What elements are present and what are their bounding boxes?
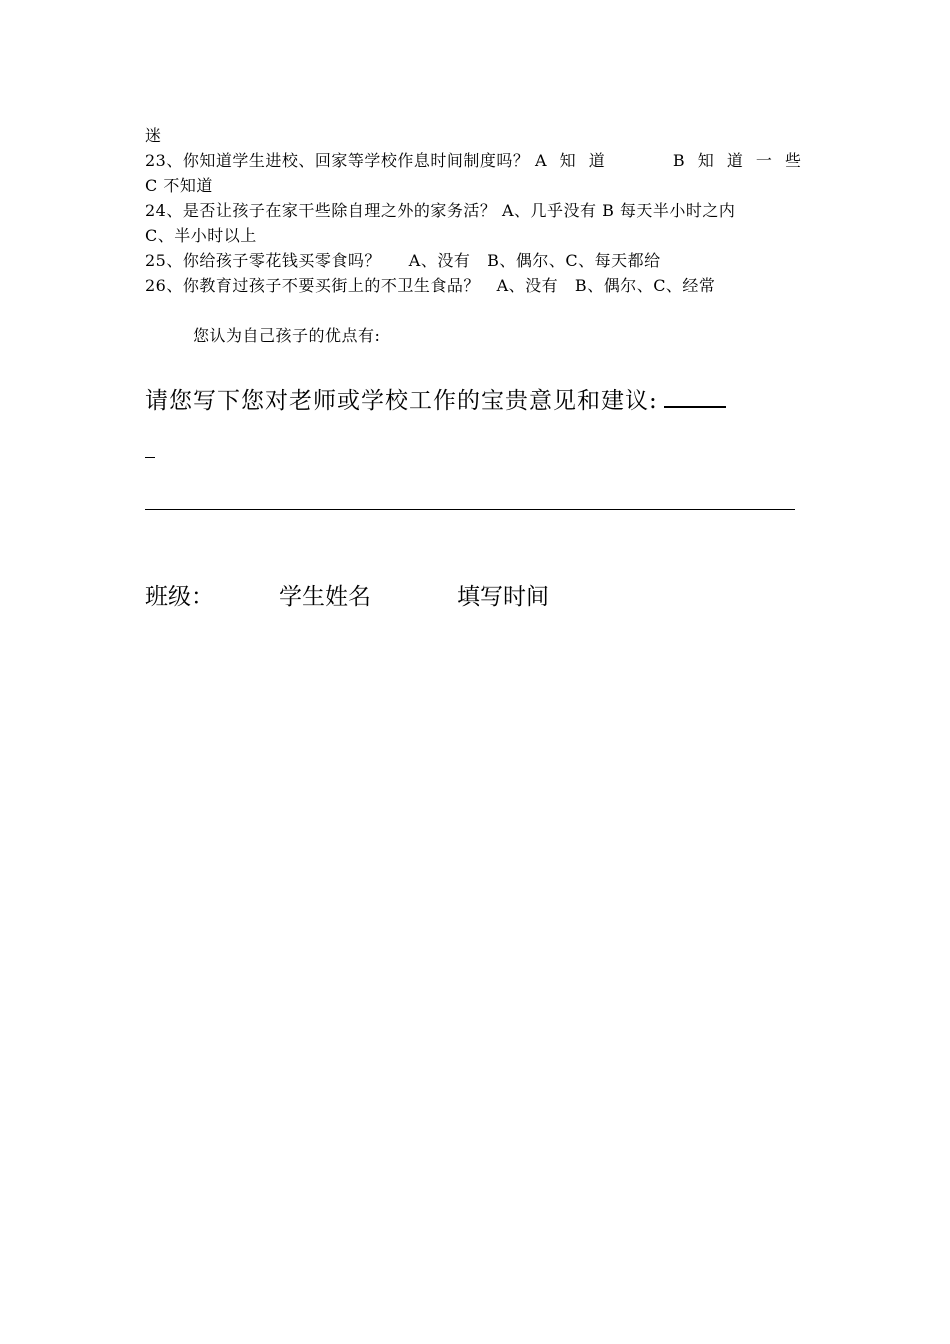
question-23-option-a: A 知 道 bbox=[534, 151, 609, 170]
fill-time-label: 填写时间 bbox=[457, 584, 549, 610]
question-26: 26、你教育过孩子不要买街上的不卫生食品？ A、没有 B、偶尔、C、经常 bbox=[145, 276, 716, 295]
question-23 bbox=[145, 150, 805, 172]
strengths-prompt: 您认为自己孩子的优点有: bbox=[193, 326, 381, 345]
question-23-option-c: C 不知道 bbox=[145, 176, 213, 195]
question-24-line-1: 24、是否让孩子在家干些除自理之外的家务活？ A、几乎没有 B 每天半小时之内 bbox=[145, 201, 736, 220]
footer-fields bbox=[145, 582, 549, 612]
feedback-prompt: 请您写下您对老师或学校工作的宝贵意见和建议: bbox=[145, 388, 658, 414]
question-24-line-2: C、半小时以上 bbox=[145, 226, 257, 245]
class-label: 班级： bbox=[145, 584, 214, 610]
continuation-text: 迷 bbox=[145, 126, 162, 145]
question-23-option-b: B 知 道 一 些 bbox=[672, 151, 805, 170]
feedback-blank-continuation[interactable] bbox=[145, 457, 155, 458]
feedback-prompt-line bbox=[145, 384, 726, 416]
feedback-answer-line[interactable] bbox=[145, 509, 795, 510]
question-25: 25、你给孩子零花钱买零食吗？ A、没有 B、偶尔、C、每天都给 bbox=[145, 251, 661, 270]
question-23-text: 23、你知道学生进校、回家等学校作息时间制度吗？ bbox=[145, 151, 530, 170]
student-name-label: 学生姓名 bbox=[279, 584, 371, 610]
feedback-blank[interactable] bbox=[664, 384, 726, 408]
